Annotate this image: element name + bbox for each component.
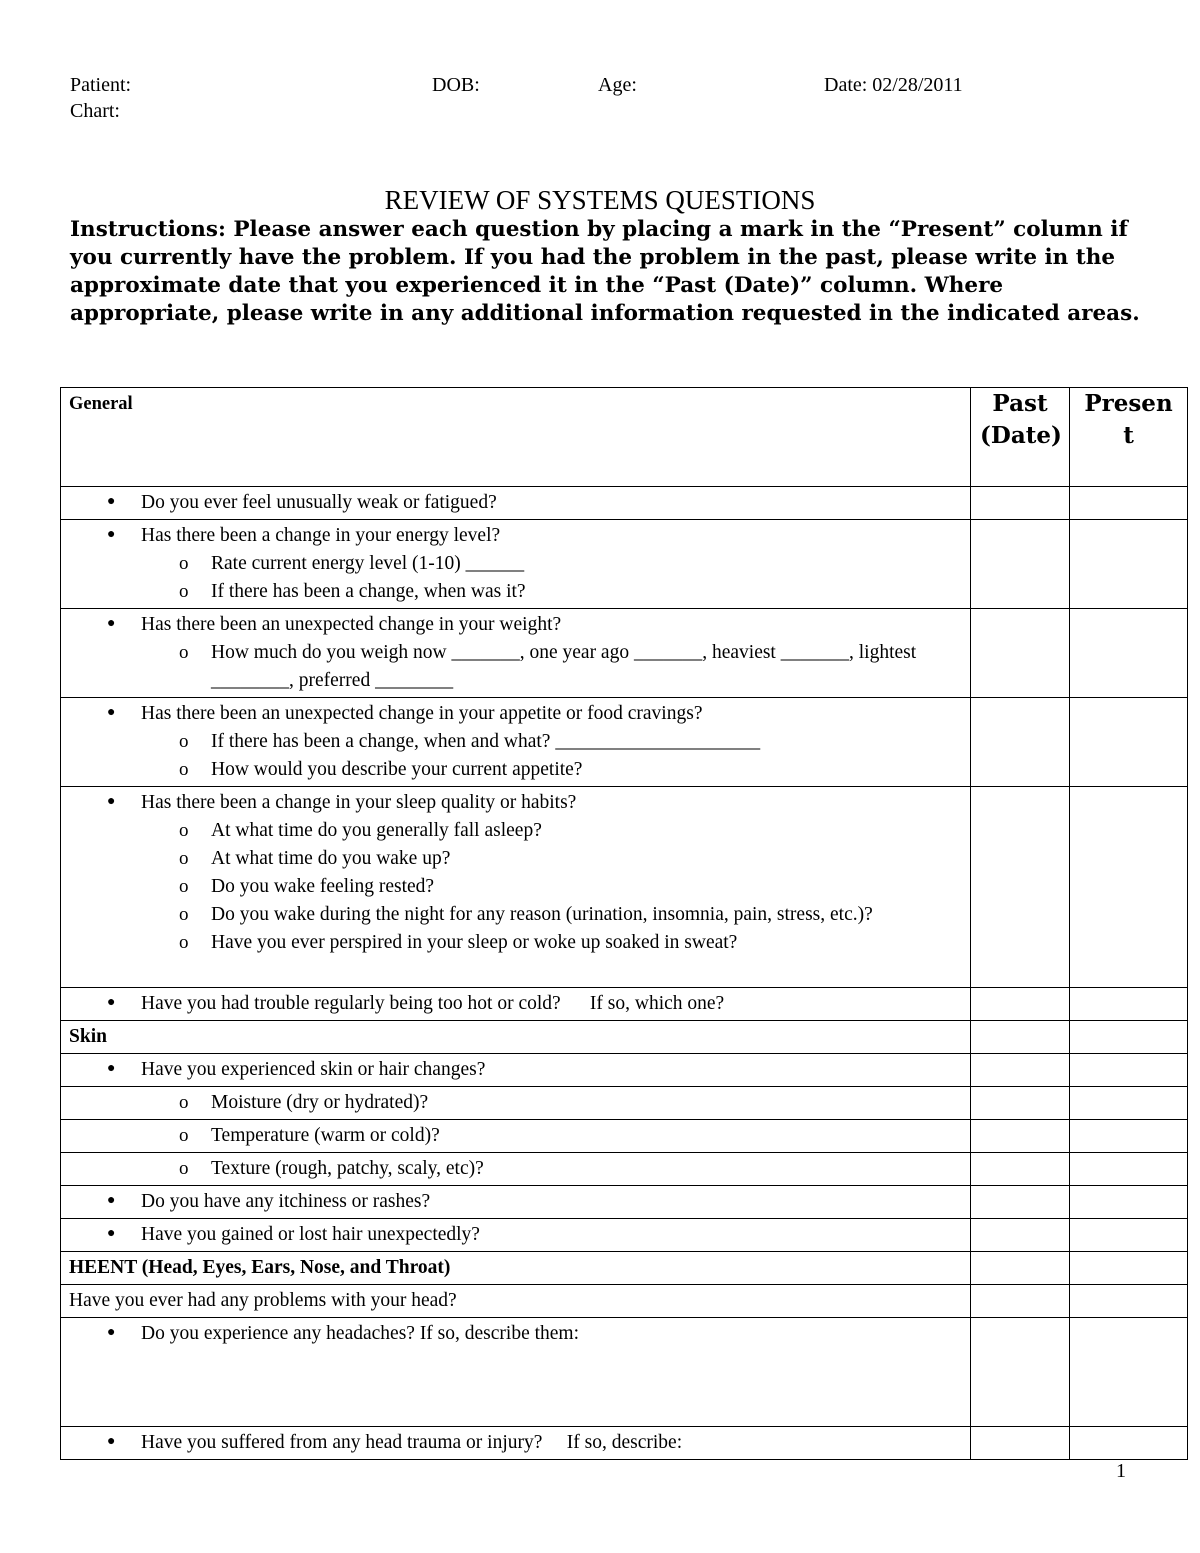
- past-date-cell[interactable]: [971, 1087, 1070, 1120]
- table-row: [61, 1285, 1188, 1318]
- past-date-cell[interactable]: [971, 487, 1070, 520]
- subquestion-fall-asleep: o At what time do you generally fall asleep?: [69, 817, 966, 845]
- past-date-cell[interactable]: [971, 787, 1070, 988]
- present-cell[interactable]: [1070, 1252, 1188, 1285]
- present-cell[interactable]: [1070, 520, 1188, 609]
- subquestion-appetite-describe: o How would you describe your current appetite?: [69, 756, 966, 784]
- present-cell[interactable]: [1070, 1087, 1188, 1120]
- subquestion-temperature: o Temperature (warm or cold)?: [69, 1122, 966, 1150]
- patient-label: Patient:: [70, 74, 132, 96]
- subquestion-wake-up: o At what time do you wake up?: [69, 845, 966, 873]
- question-sleep-change: ● Has there been a change in your sleep quality or habits?: [69, 789, 966, 817]
- table-row: [61, 1427, 1188, 1460]
- question-hot-cold: ● Have you had trouble regularly being too hot or cold? If so, which one?: [69, 990, 966, 1018]
- subquestion-weight-values: o How much do you weigh now _______, one year ago _______, heaviest _______, lightest ________, preferred ________: [69, 639, 966, 695]
- chart-label: Chart:: [70, 100, 120, 122]
- page-title: REVIEW OF SYSTEMS QUESTIONS: [384, 185, 816, 215]
- subquestion-moisture: o Moisture (dry or hydrated)?: [69, 1089, 966, 1117]
- present-cell[interactable]: [1070, 1021, 1188, 1054]
- table-row: [61, 787, 1188, 988]
- table-row: [61, 520, 1188, 609]
- table-row: [61, 1153, 1188, 1186]
- table-row: [61, 1219, 1188, 1252]
- present-cell[interactable]: [1070, 1318, 1188, 1427]
- present-cell[interactable]: [1070, 1285, 1188, 1318]
- section-skin: Skin: [69, 1026, 107, 1047]
- present-column-header: Present: [1070, 388, 1188, 487]
- table-row: [61, 1021, 1188, 1054]
- question-weight-change: ● Has there been an unexpected change in your weight?: [69, 611, 966, 639]
- present-cell[interactable]: [1070, 1120, 1188, 1153]
- table-row: [61, 1120, 1188, 1153]
- table-row: [61, 1186, 1188, 1219]
- present-cell[interactable]: [1070, 988, 1188, 1021]
- subquestion-wake-night: o Do you wake during the night for any reason (urination, insomnia, pain, stress, etc.)?: [69, 901, 966, 929]
- subquestion-texture: o Texture (rough, patchy, scaly, etc)?: [69, 1155, 966, 1183]
- section-heent: HEENT (Head, Eyes, Ears, Nose, and Throat): [69, 1257, 451, 1278]
- table-row: [61, 1318, 1188, 1427]
- subquestion-appetite-when: o If there has been a change, when and what? _____________________: [69, 728, 966, 756]
- table-row: [61, 1252, 1188, 1285]
- past-date-cell[interactable]: [971, 1285, 1070, 1318]
- present-cell[interactable]: [1070, 609, 1188, 698]
- subquestion-wake-rested: o Do you wake feeling rested?: [69, 873, 966, 901]
- table-row: [61, 988, 1188, 1021]
- question-head-problems: Have you ever had any problems with your head?: [69, 1290, 457, 1311]
- present-cell[interactable]: [1070, 487, 1188, 520]
- past-date-cell[interactable]: [971, 988, 1070, 1021]
- question-weak-fatigued: ● Do you ever feel unusually weak or fatigued?: [69, 489, 966, 517]
- past-date-cell[interactable]: [971, 520, 1070, 609]
- past-date-cell[interactable]: [971, 609, 1070, 698]
- past-date-cell[interactable]: [971, 1219, 1070, 1252]
- table-row: [61, 1054, 1188, 1087]
- present-cell[interactable]: [1070, 1427, 1188, 1460]
- question-headaches: ● Do you experience any headaches? If so, describe them:: [69, 1320, 966, 1348]
- past-date-cell[interactable]: [971, 1153, 1070, 1186]
- past-date-column-header: Past (Date): [971, 388, 1070, 487]
- present-cell[interactable]: [1070, 787, 1188, 988]
- past-date-cell[interactable]: [971, 1054, 1070, 1087]
- age-label: Age:: [598, 74, 637, 96]
- question-hair-gain-loss: ● Have you gained or lost hair unexpectedly?: [69, 1221, 966, 1249]
- present-cell[interactable]: [1070, 1186, 1188, 1219]
- question-head-trauma: ● Have you suffered from any head trauma or injury? If so, describe:: [69, 1429, 966, 1457]
- present-cell[interactable]: [1070, 1054, 1188, 1087]
- past-date-cell[interactable]: [971, 1021, 1070, 1054]
- date-label: Date: 02/28/2011: [824, 74, 963, 96]
- past-date-cell[interactable]: [971, 1252, 1070, 1285]
- dob-label: DOB:: [432, 74, 480, 96]
- instructions: Instructions: Please answer each question by placing a mark in the “Present” column if you currently have the problem. If you had the problem in the past, please write in the approximate date that you experienced it in the “Past (Date)” column. Where appropriate, please write in any additional information requested in the indicated areas.: [70, 217, 1140, 326]
- past-date-cell[interactable]: [971, 1427, 1070, 1460]
- subquestion-rate-energy: o Rate current energy level (1-10) ______: [69, 550, 966, 578]
- present-cell[interactable]: [1070, 698, 1188, 787]
- past-date-cell[interactable]: [971, 1318, 1070, 1427]
- table-row: [61, 698, 1188, 787]
- past-date-cell[interactable]: [971, 1186, 1070, 1219]
- page-number: 1: [1116, 1460, 1126, 1482]
- question-energy-change: ● Has there been a change in your energy level?: [69, 522, 966, 550]
- question-appetite-change: ● Has there been an unexpected change in your appetite or food cravings?: [69, 700, 966, 728]
- review-of-systems-table: [60, 387, 1188, 1460]
- present-cell[interactable]: [1070, 1153, 1188, 1186]
- table-header-row: [61, 388, 1188, 487]
- question-skin-hair-changes: ● Have you experienced skin or hair changes?: [69, 1056, 966, 1084]
- past-date-cell[interactable]: [971, 698, 1070, 787]
- subquestion-night-sweat: o Have you ever perspired in your sleep or woke up soaked in sweat?: [69, 929, 966, 957]
- question-itchiness-rashes: ● Do you have any itchiness or rashes?: [69, 1188, 966, 1216]
- section-general: General: [69, 394, 133, 414]
- subquestion-energy-when: o If there has been a change, when was it?: [69, 578, 966, 606]
- table-row: [61, 609, 1188, 698]
- table-row: [61, 487, 1188, 520]
- present-cell[interactable]: [1070, 1219, 1188, 1252]
- table-row: [61, 1087, 1188, 1120]
- past-date-cell[interactable]: [971, 1120, 1070, 1153]
